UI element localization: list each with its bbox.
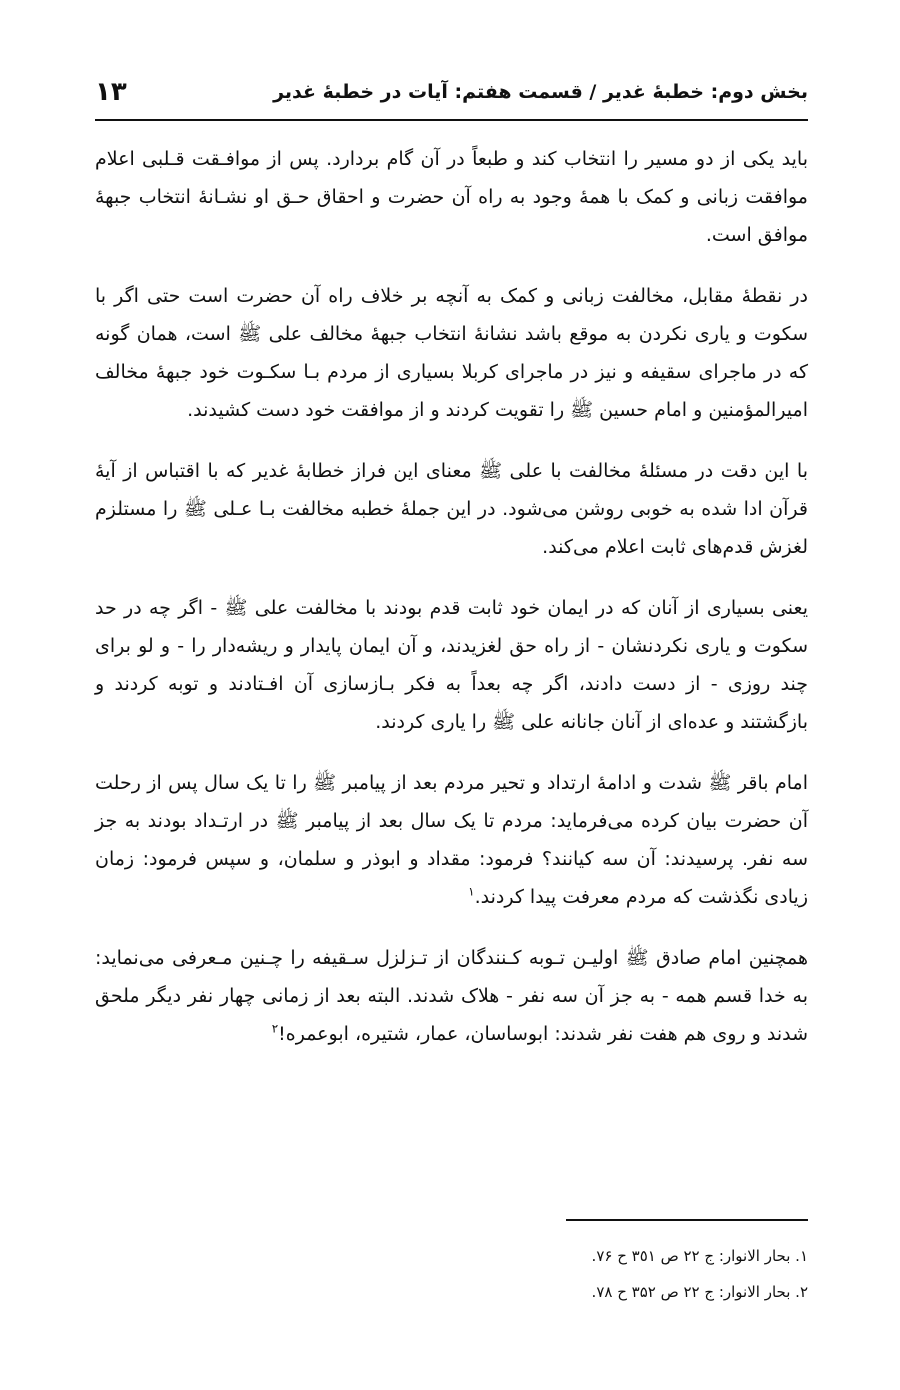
book-page <box>95 0 808 1390</box>
footnotes <box>95 1238 808 1310</box>
footnote: ١. بحار الانوار: ج ٢٢ ص ٣٥١ ح ٧۶. <box>591 1247 808 1265</box>
paragraph <box>95 939 808 1053</box>
footnote-marker: ٢ <box>271 1021 279 1036</box>
paragraph-text: همچنین امام صادق ﷺ اولیـن تـوبه کـنندگان از تـزلزل سـقیفه را چـنین مـعرفی می‌نماید: به خدا قسم همه - به جز آن سه نفر - هلاک شدند. البته بعد از زمانی چهار نفر دیگر ملحق شدند و روی هم هفت نفر شدند: ابوساسان، عمار، شتیره، ابوعمره! <box>95 947 808 1045</box>
paragraph-text: در نقطهٔ مقابل، مخالفت زبانی و کمک به آنچه بر خلاف راه آن حضرت است حتی اگر با سکوت و یاری نکردن به موقع باشد نشانهٔ انتخاب جبههٔ مخالف علی ﷺ است، همان گونه که در ماجرای سقیفه و نیز در ماجرای کربلا بسیاری از مردم بـا سکـوت خود جبههٔ مخالف امیرالمؤمنین و امام حسین ﷺ را تقویت کردند و از موافقت خود دست کشیدند. <box>95 285 808 421</box>
page-number: ١٣ <box>95 77 127 107</box>
footnote-rule <box>566 1219 808 1221</box>
paragraph <box>95 764 808 916</box>
page-header <box>95 70 808 114</box>
paragraph-text: باید یکی از دو مسیر را انتخاب کند و طبعاً در آن گام بردارد. پس از موافـقت قـلبی اعلام موافقت زبانی و کمک با همهٔ وجود به راه آن حضرت و احقاق حـق او نشـانهٔ انتخاب جبههٔ موافق است. <box>95 148 808 246</box>
paragraph <box>95 140 808 254</box>
paragraph-text: با این دقت در مسئلهٔ مخالفت با علی ﷺ معنای این فراز خطابهٔ غدیر که با اقتباس از آیهٔ قرآن ادا شده به خوبی روشن می‌شود. در این جملهٔ خطبه مخالفت بـا عـلی ﷺ را مستلزم لغزش قدم‌های ثابت اعلام می‌کند. <box>95 460 808 558</box>
footnote: ٢. بحار الانوار: ج ٢٢ ص ٣۵٢ ح ٧٨. <box>591 1283 808 1301</box>
paragraph-text: امام باقر ﷺ شدت و ادامهٔ ارتداد و تحیر مردم بعد از پیامبر ﷺ را تا یک سال پس از رحلت آن حضرت بیان کرده می‌فرماید: مردم تا یک سال بعد از پیامبر ﷺ در ارتـداد بودند به جز سه نفر. پرسیدند: آن سه کیانند؟ فرمود: مقداد و ابوذر و سلمان، و سپس فرمود: زمان زیادی نگذشت که مردم معرفت پیدا کردند. <box>95 772 808 908</box>
body-text <box>95 140 808 1076</box>
footnote-marker: ١ <box>468 884 475 899</box>
running-head: بخش دوم: خطبهٔ غدیر / قسمت هفتم: آیات در خطبهٔ غدیر <box>273 81 808 103</box>
paragraph-text: یعنی بسیاری از آنان که در ایمان خود ثابت قدم بودند با مخالفت علی ﷺ - اگر چه در حد سکوت و یاری نکردنشان - از راه حق لغزیدند، و آن ایمان پایدار و ریشه‌دار را - و لو برای چند روزی - از دست دادند، اگر چه بعداً به فکر بـازسازی آن افـتادند و توبه کردند و بازگشتند و عده‌ای از آنان جانانه علی ﷺ را یاری کردند. <box>95 597 808 733</box>
paragraph <box>95 452 808 566</box>
paragraph <box>95 589 808 741</box>
header-rule <box>95 119 808 121</box>
paragraph <box>95 277 808 429</box>
